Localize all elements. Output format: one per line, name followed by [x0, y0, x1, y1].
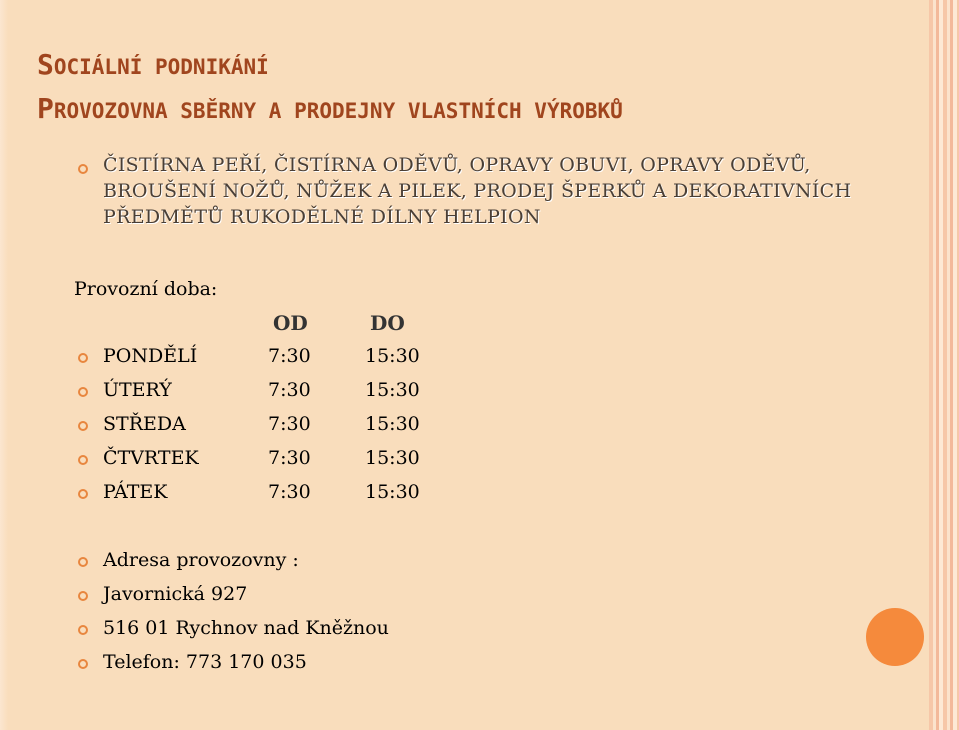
day-name: PONDĚLÍ — [103, 345, 198, 367]
time-from: 7:30 — [268, 345, 311, 367]
address-label: Adresa provozovny : — [103, 549, 299, 571]
time-to: 15:30 — [365, 447, 420, 469]
slide-subtitle: PROVOZOVNA SBĚRNY A PRODEJNY VLASTNÍCH VÝROBKŮ — [37, 92, 623, 125]
day-name: STŘEDA — [103, 413, 186, 435]
time-to: 15:30 — [365, 345, 420, 367]
services-line: PŘEDMĚTŮ RUKODĚLNÉ DÍLNY HELPION — [103, 206, 541, 228]
address-street: Javornická 927 — [103, 583, 248, 605]
bullet-icon — [78, 164, 88, 174]
day-name: ČTVRTEK — [103, 447, 199, 469]
services-line: BROUŠENÍ NOŽŮ, NŮŽEK A PILEK, PRODEJ ŠPERKŮ A DEKORATIVNÍCH — [103, 180, 852, 202]
address-city: 516 01 Rychnov nad Kněžnou — [103, 617, 389, 639]
time-from: 7:30 — [268, 379, 311, 401]
decorative-circle — [866, 608, 924, 666]
bullet-icon — [78, 387, 88, 397]
services-paragraph — [103, 152, 923, 230]
time-to: 15:30 — [365, 379, 420, 401]
bullet-icon — [78, 455, 88, 465]
bullet-icon — [78, 591, 88, 601]
time-from: 7:30 — [268, 413, 311, 435]
time-to: 15:30 — [365, 413, 420, 435]
bullet-icon — [78, 557, 88, 567]
day-name: PÁTEK — [103, 481, 168, 503]
bullet-icon — [78, 659, 88, 669]
services-line: ČISTÍRNA PEŘÍ, ČISTÍRNA ODĚVŮ, OPRAVY OBUVI, OPRAVY ODĚVŮ, — [103, 154, 811, 176]
phone-number: Telefon: 773 170 035 — [103, 651, 307, 673]
right-stripe-decoration — [929, 0, 959, 730]
hours-label: Provozní doba: — [74, 278, 218, 300]
bullet-icon — [78, 625, 88, 635]
left-edge-decoration — [0, 0, 8, 730]
bullet-icon — [78, 353, 88, 363]
time-from: 7:30 — [268, 447, 311, 469]
column-header-to: DO — [370, 311, 405, 335]
bullet-icon — [78, 489, 88, 499]
time-to: 15:30 — [365, 481, 420, 503]
day-name: ÚTERÝ — [103, 379, 172, 401]
time-from: 7:30 — [268, 481, 311, 503]
column-header-from: OD — [273, 311, 308, 335]
slide-title: SOCIÁLNÍ PODNIKÁNÍ — [37, 48, 269, 81]
bullet-icon — [78, 421, 88, 431]
